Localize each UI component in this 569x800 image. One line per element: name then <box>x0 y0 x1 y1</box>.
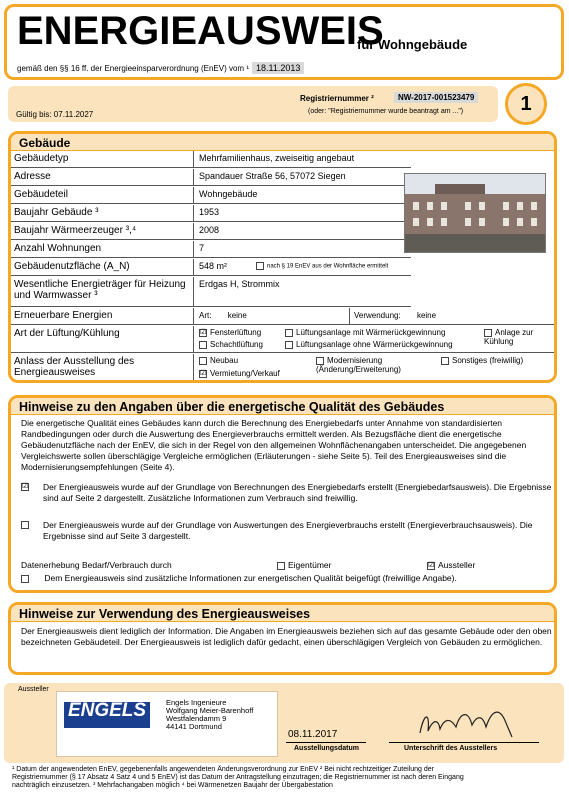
issue-date: 08.11.2017 <box>288 729 338 740</box>
valid-until: Gültig bis: 07.11.2027 <box>16 110 94 119</box>
consumption-checkbox[interactable] <box>21 521 29 529</box>
extra-info-checkbox[interactable] <box>21 575 29 583</box>
row-ventilation: Art der Lüftung/Kühlung ☑ Fensterlüftung Lüftungsanlage mit Wärmerückgewinnung Anlage zur Kühlung Schachtlüftung Lüftungsanlage ohne Wärmerückgewinnung <box>11 326 554 353</box>
owner-checkbox[interactable] <box>277 562 285 570</box>
registration-box <box>8 86 498 122</box>
vent-without-recovery: Lüftungsanlage ohne Wärmerückgewinnung <box>285 340 453 349</box>
hints-section <box>8 395 557 593</box>
row-renewable: Erneuerbare Energien Art: keine Verwendung: keine <box>11 308 554 325</box>
registration-note: (oder: "Registriernummer wurde beantragt am ...") <box>308 108 464 115</box>
page-number: 1 <box>505 83 547 125</box>
row-building-type: Gebäudetyp Mehrfamilienhaus, zweiseitig angebaut <box>11 151 411 168</box>
registration-number: NW-2017-001523479 <box>394 92 478 103</box>
signature-image <box>416 703 516 743</box>
company-logo-subtitle: INGENIEURE <box>80 722 134 729</box>
hints-option-consumption: Der Energieausweis wurde auf der Grundlage von Auswertungen des Energieverbrauchs erstellt (Energieverbrauchsausweis). Die Ergebnisse sind auf Seite 3 dargestellt. <box>21 520 555 542</box>
issuer-label: Aussteller <box>18 686 49 693</box>
reason-other: Sonstiges (freiwillig) <box>441 356 523 365</box>
law-reference: gemäß den §§ 16 ff. der Energieeinsparverordnung (EnEV) vom ¹ 18.11.2013 <box>17 62 304 74</box>
row-apartments: Anzahl Wohnungen 7 <box>11 241 411 258</box>
usage-text: Der Energieausweis dient lediglich der Information. Die Angaben im Energieausweis beziehen sich auf das gesamte Gebäude oder den oben bezeichneten Gebäudeteil. Der Energieausweis ist lediglich dafür gedacht, einen überschlägigen Vergleich von Gebäuden zu ermöglichen. <box>21 626 552 647</box>
document-title: ENERGIEAUSWEIS <box>17 9 384 53</box>
reason-rent-sale: ☑ Vermietung/Verkauf <box>200 369 280 378</box>
building-section <box>8 131 557 383</box>
reason-new: Neubau <box>199 356 238 365</box>
row-energy-carriers: Wesentliche Energieträger für Heizung und Warmwasser ³ Erdgas H, Strommix <box>11 277 411 307</box>
data-collection-row: Datenerhebung Bedarf/Verbrauch durch Eigentümer ☑ Aussteller <box>21 560 476 570</box>
signature-label: Unterschrift des Ausstellers <box>404 745 498 752</box>
issuer-address: Engels Ingenieure Wolfgang Meier-Barenhoff Westfalendamm 9 44141 Dortmund <box>166 698 254 731</box>
row-construction-year: Baujahr Gebäude ³ 1953 <box>11 205 411 222</box>
usage-section <box>8 602 557 675</box>
building-photo <box>404 173 546 253</box>
footnotes: ¹ Datum der angewendeten EnEV, gegebenenfalls angewendeten Änderungsverordnung zur EnEV ² Bei nicht rechtzeitiger Zuteilung der Registriernummer (§ 17 Absatz 4 Satz 4 und 5 EnEV) ist das Datum der Antragstellung einzutragen; die Registriernummer ist nach deren Eingang nachträglich einzusetzen. ³ Mehrfachangaben möglich ⁴ bei Wärmenetzen Baujahr der Übergabestation <box>12 766 464 789</box>
row-building-part: Gebäudeteil Wohngebäude <box>11 187 411 204</box>
vent-window: ☑ Fensterlüftung <box>200 328 262 337</box>
vent-with-recovery: Lüftungsanlage mit Wärmerückgewinnung <box>285 328 445 337</box>
registration-label: Registriernummer ² <box>300 94 374 103</box>
building-heading: Gebäude <box>11 134 554 151</box>
row-reason: Anlass der Ausstellung des Energieausweises Neubau Modernisierung (Änderung/Erweiterung) Sonstiges (freiwillig) ☑ Vermietung/Verkauf <box>11 354 554 381</box>
row-usable-area: Gebäudenutzfläche (A_N) 548 m² nach § 19 EnEV aus der Wohnfläche ermittelt <box>11 259 411 276</box>
row-heater-year: Baujahr Wärmeerzeuger ³,⁴ 2008 <box>11 223 411 240</box>
reason-modernization: Modernisierung (Änderung/Erweiterung) <box>316 356 401 374</box>
vent-shaft: Schachtlüftung <box>199 340 263 349</box>
issue-date-label: Ausstellungsdatum <box>294 745 359 752</box>
company-logo: ENGELS <box>64 702 150 728</box>
area-note-checkbox[interactable] <box>256 262 264 270</box>
title-box <box>4 4 564 80</box>
law-date: 18.11.2013 <box>252 62 304 74</box>
hints-option-demand: ☑ Der Energieausweis wurde auf der Grundlage von Berechnungen des Energiebedarfs erstellt (Energiebedarfsausweis). Die Ergebnisse sind auf Seite 2 dargestellt. Zusätzliche Informationen zum Verbrauch sind freiwillig. <box>22 482 552 503</box>
usage-heading: Hinweise zur Verwendung des Energieausweises <box>11 605 554 622</box>
extra-info-row: Dem Energieausweis sind zusätzliche Informationen zur energetischen Qualität beigefügt (freiwillige Angabe). <box>21 573 555 584</box>
vent-cooling: Anlage zur Kühlung <box>484 328 534 346</box>
row-address: Adresse Spandauer Straße 56, 57072 Siegen <box>11 169 411 186</box>
issuer-checkbox[interactable]: ☑ <box>428 561 435 569</box>
hints-intro: Die energetische Qualität eines Gebäudes kann durch die Berechnung des Energiebedarfs unter Annahme von standardisierten Randbedingungen oder durch die Auswertung des Energieverbrauchs ermittelt werden. Als Bezugsfläche dient die energetische Gebäudenutzfläche nach der EnEV, die sich in der Regel von den allgemeinen Wohnflächenangaben unterscheidet. Die angegebenen Vergleichswerte sollen überschlägige Vergleiche ermöglichen (Erläuterungen - siehe Seite 5). Teil des Energieausweises sind die Modernisierungsempfehlungen (Seite 4). <box>21 418 527 472</box>
demand-checkbox[interactable]: ☑ <box>22 483 29 490</box>
hints-heading: Hinweise zu den Angaben über die energetische Qualität des Gebäudes <box>11 398 554 415</box>
document-subtitle: für Wohngebäude <box>357 37 468 52</box>
area-note: nach § 19 EnEV aus der Wohnfläche ermittelt <box>256 262 388 270</box>
